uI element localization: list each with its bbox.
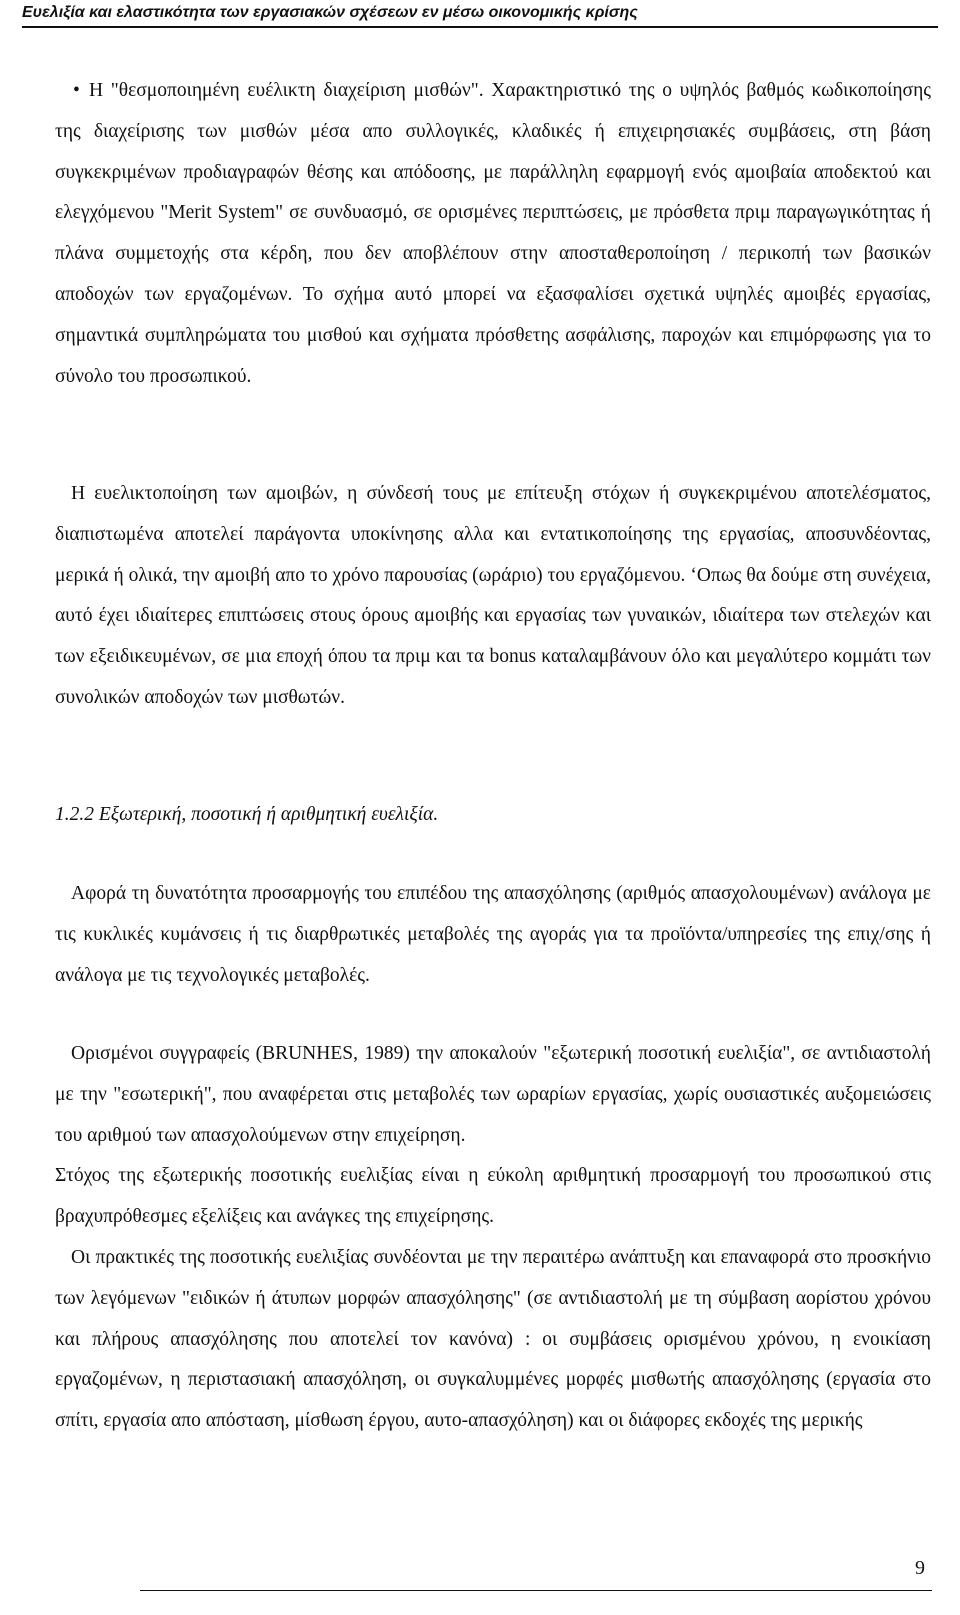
- paragraph-text: Αφορά τη δυνατότητα προσαρμογής του επιπέδου της απασχόλησης (αριθμός απασχολουμένων) ανάλογα με τις κυκλικές κυμάνσεις ή τις διαρθρωτικές μεταβολές της αγοράς για τα προϊόντα/υπηρεσίες της επιχ/σης ή ανάλογα με τις τεχνολογικές μεταβολές.: [55, 883, 931, 986]
- paragraph-text: Στόχος της εξωτερικής ποσοτικής ευελιξίας είναι η εύκολη αριθμητική προσαρμογή του προσωπικού στις βραχυπρόθεσμες εξελίξεις και ανάγκες της επιχείρησης.: [55, 1165, 931, 1227]
- header-rule: [22, 26, 938, 28]
- paragraph-text: Ορισμένοι συγγραφείς (BRUNHES, 1989) την αποκαλούν "εξωτερική ποσοτική ευελιξία", σε αντιδιαστολή με την "εσωτερική", που αναφέρεται στις μεταβολές των ωραρίων εργασίας, χωρίς ουσιαστικές αυξομειώσεις του αριθμού των απασχολούμενων στην επιχείρηση.: [55, 1043, 931, 1146]
- bullet-item: [55, 71, 931, 397]
- paragraph-4: [55, 1156, 931, 1238]
- paragraph-text: Η ευελικτοποίηση των αμοιβών, η σύνδεσή τους με επίτευξη στόχων ή συγκεκριμένου αποτελέσματος, διαπιστωμένα αποτελεί παράγοντα υποκίνησης αλλα και εντατικοποίησης της εργασίας, αποσυνδέοντας, μερικά ή ολικά, την αμοιβή απο το χρόνο παρουσίας (ωράριο) του εργαζόμενου. ‘Οπως θα δούμε στη συνέχεια, αυτό έχει ιδιαίτερες επιπτώσεις στους όρους αμοιβής και εργασίας των γυναικών, ιδιαίτερα των στελεχών και των εξειδικευμένων, σε μια εποχή όπου τα πριμ και τα bonus καταλαμβάνουν όλο και μεγαλύτερο κομμάτι των συνολικών αποδοχών των μισθωτών.: [55, 483, 931, 708]
- paragraph-2: [55, 874, 931, 996]
- running-header: [22, 0, 938, 30]
- running-header-title: Ευελιξία και ελαστικότητα των εργασιακών σχέσεων εν μέσω οικονομικής κρίσης: [22, 4, 638, 21]
- paragraph-text: Οι πρακτικές της ποσοτικής ευελιξίας συνδέονται με την περαιτέρω ανάπτυξη και επαναφορά στο προσκήνιο των λεγόμενων "ειδικών ή άτυπων μορφών απασχόλησης" (σε αντιδιαστολή με τη σύμβαση αορίστου χρόνου και πλήρους απασχόλησης που αποτελεί τον κανόνα) : οι συμβάσεις ορισμένου χρόνου, η ενοικίαση εργαζομένων, η περιστασιακή απασχόληση, οι συγκαλυμμένες μορφές μισθωτής απασχόλησης (εργασία στο σπίτι, εργασία απο απόσταση, μίσθωση έργου, αυτο-απασχόληση) και οι διάφορες εκδοχές της μερικής: [55, 1247, 931, 1432]
- page-number: 9: [915, 1557, 925, 1579]
- paragraph-1: [55, 474, 931, 719]
- bullet-text: Η "θεσμοποιημένη ευέλικτη διαχείριση μισθών". Χαρακτηριστικό της ο υψηλός βαθμός κωδικοποίησης της διαχείρισης των μισθών μέσα απο συλλογικές, κλαδικές ή επιχειρησιακές συμβάσεις, στη βάση συγκεκριμένων προδιαγραφών θέσης και απόδοσης, με παράλληλη εφαρμογή ενός αμοιβαία αποδεκτού και ελεγχόμενου "Merit System" σε συνδυασμό, σε ορισμένες περιπτώσεις, με πρόσθετα πριμ παραγωγικότητας ή πλάνα συμμετοχής στα κέρδη, που δεν αποβλέπουν στην αποσταθεροποίηση / περικοπή των βασικών αποδοχών των εργαζομένων. Το σχήμα αυτό μπορεί να εξασφαλίσει σχετικά υψηλές αμοιβές εργασίας, σημαντικά συμπληρώματα του μισθού και σχήματα πρόσθετης ασφάλισης, παροχών και επιμόρφωσης για το σύνολο του προσωπικού.: [55, 80, 931, 387]
- paragraph-3: [55, 1034, 931, 1156]
- bullet-marker: •: [73, 80, 80, 101]
- section-heading: 1.2.2 Εξωτερική, ποσοτική ή αριθμητική ευελιξία.: [55, 804, 439, 825]
- footer-rule: [140, 1590, 932, 1591]
- paragraph-5: [55, 1238, 931, 1442]
